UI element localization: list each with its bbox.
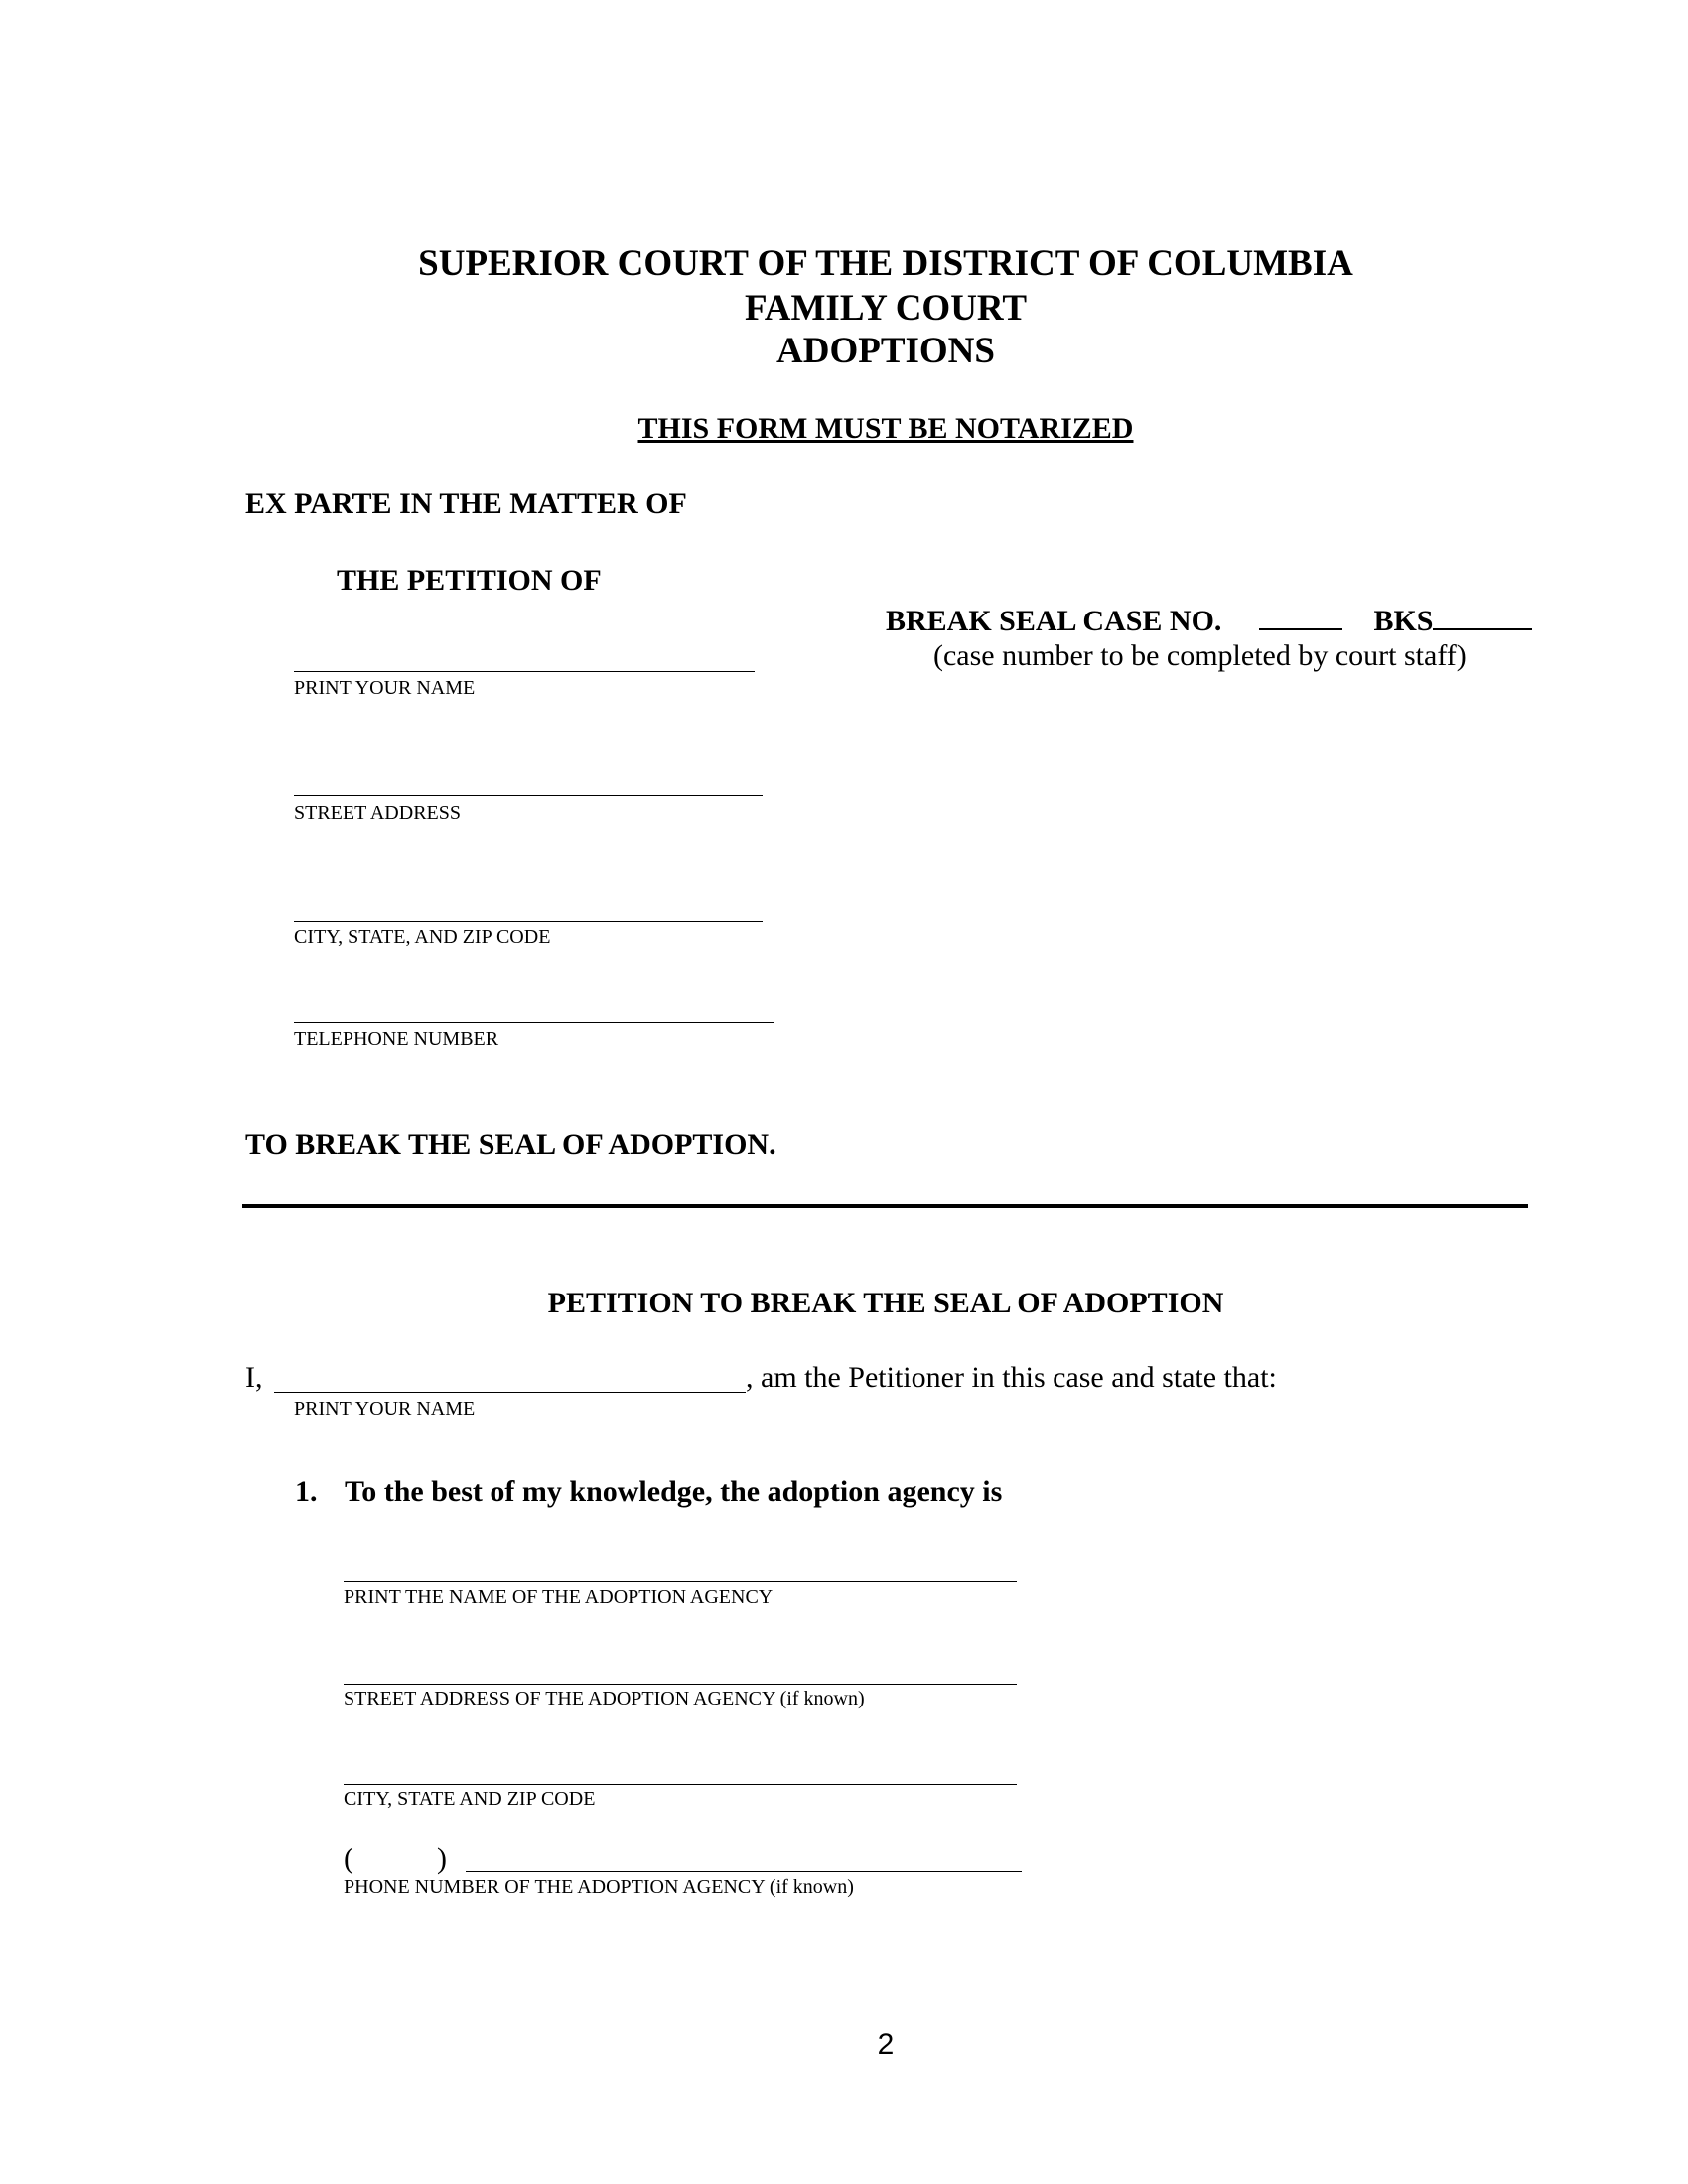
petition-of-heading: THE PETITION OF <box>337 564 602 597</box>
page-number: 2 <box>877 2028 895 2061</box>
area-code-open-paren: ( <box>344 1843 353 1875</box>
notarize-notice: THIS FORM MUST BE NOTARIZED <box>637 412 1134 445</box>
intro-suffix: , am the Petitioner in this case and state that: <box>746 1361 1277 1394</box>
court-division: FAMILY COURT <box>744 288 1028 329</box>
case-number-blank[interactable] <box>1259 605 1342 630</box>
intro-prefix: I, <box>245 1361 263 1394</box>
ex-parte-heading: EX PARTE IN THE MATTER OF <box>245 487 687 520</box>
court-name: SUPERIOR COURT OF THE DISTRICT OF COLUMBIA <box>418 243 1353 284</box>
case-number-note: (case number to be completed by court staff) <box>933 639 1467 672</box>
court-section: ADOPTIONS <box>776 331 995 371</box>
agency-name-label: PRINT THE NAME OF THE ADOPTION AGENCY <box>344 1586 774 1608</box>
telephone-line[interactable] <box>294 1022 774 1023</box>
agency-street-label: STREET ADDRESS OF THE ADOPTION AGENCY (if known) <box>344 1688 865 1709</box>
city-state-zip-label: CITY, STATE, AND ZIP CODE <box>294 926 551 948</box>
agency-name-line[interactable] <box>344 1581 1017 1582</box>
street-address-label: STREET ADDRESS <box>294 802 461 824</box>
purpose-heading: TO BREAK THE SEAL OF ADOPTION. <box>245 1128 776 1160</box>
bks-label: BKS <box>1373 605 1434 637</box>
section-divider <box>242 1204 1528 1208</box>
street-address-line[interactable] <box>294 795 763 796</box>
petition-title: PETITION TO BREAK THE SEAL OF ADOPTION <box>547 1287 1224 1319</box>
agency-street-line[interactable] <box>344 1684 1017 1685</box>
city-state-zip-line[interactable] <box>294 921 763 922</box>
agency-phone-line[interactable] <box>466 1871 1022 1872</box>
telephone-label: TELEPHONE NUMBER <box>294 1028 499 1050</box>
agency-city-line[interactable] <box>344 1784 1017 1785</box>
agency-phone-label: PHONE NUMBER OF THE ADOPTION AGENCY (if known) <box>344 1876 854 1898</box>
petitioner-name-label: PRINT YOUR NAME <box>294 677 476 699</box>
item1-number: 1. <box>295 1475 318 1508</box>
agency-city-label: CITY, STATE AND ZIP CODE <box>344 1788 596 1810</box>
bks-number-blank[interactable] <box>1433 605 1532 630</box>
case-number-field <box>886 605 1532 636</box>
area-code-close-paren: ) <box>437 1843 447 1875</box>
case-number-label: BREAK SEAL CASE NO. <box>886 605 1222 637</box>
intro-name-label: PRINT YOUR NAME <box>294 1398 476 1420</box>
petitioner-name-line[interactable] <box>294 671 755 672</box>
item1-text: To the best of my knowledge, the adoption agency is <box>345 1475 1003 1508</box>
intro-name-line[interactable] <box>274 1392 746 1393</box>
